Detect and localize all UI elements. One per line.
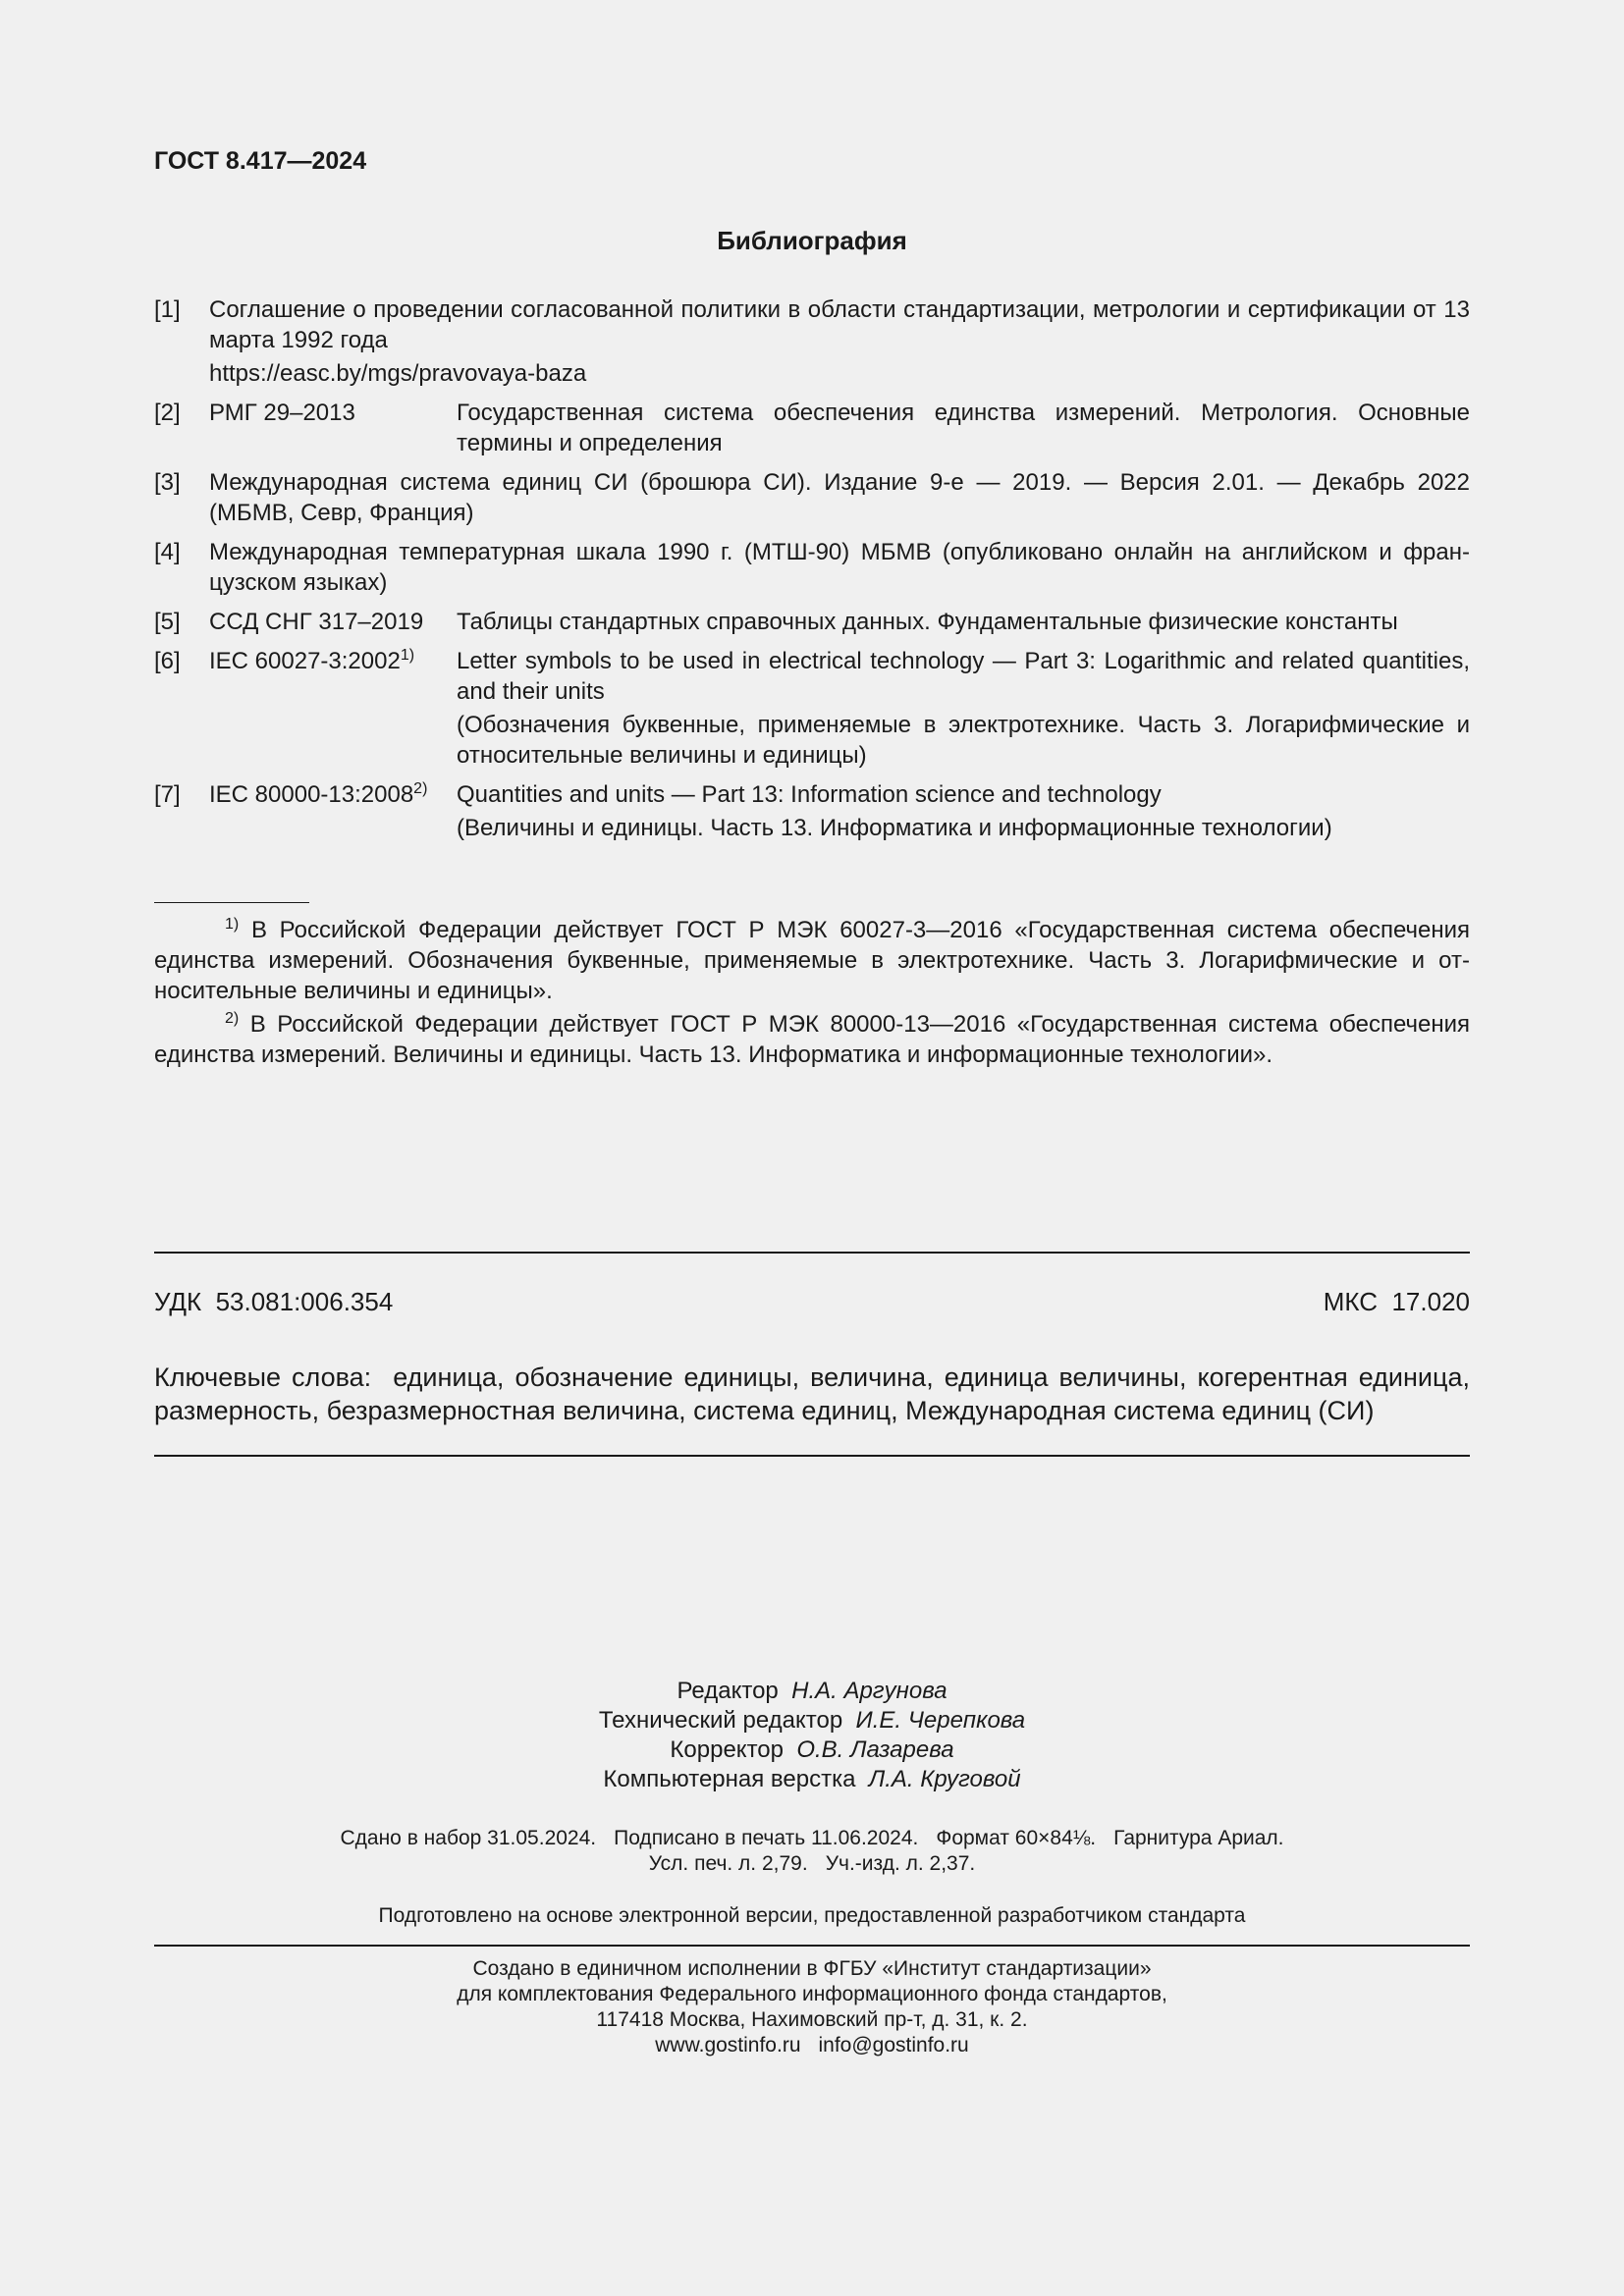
staff-line <box>0 1735 1624 1765</box>
bib-url-link[interactable]: https://easc.by/mgs/pravovaya-baza <box>209 360 587 387</box>
bib-code-text: IEC 80000-13:2008 <box>209 781 414 808</box>
bib-number: [5] <box>154 609 181 635</box>
staff-name: О.В. Лазарева <box>796 1736 954 1763</box>
staff-credits <box>0 1677 1624 1794</box>
bib-translation: (Обозначения буквенные, применяемые в электротехнике. Часть 3. Логарифмические и относительные величины и единицы) <box>457 712 1470 769</box>
bib-description: Letter symbols to be used in electrical technology — Part 3: Logarithmic and related quantities, and their units <box>457 648 1470 705</box>
bib-code: РМГ 29–2013 <box>209 400 355 426</box>
bib-entry <box>154 294 1470 389</box>
print-sheets: Усл. печ. л. 2,79. <box>648 1852 808 1875</box>
imprint-contacts <box>0 2033 1624 2058</box>
divider-top <box>154 1252 1470 1254</box>
footnote-mark: 2) <box>225 1010 240 1027</box>
bib-code <box>209 646 457 771</box>
mks-value: 17.020 <box>1391 1287 1470 1316</box>
bib-number: [7] <box>154 781 181 808</box>
staff-role: Компьютерная верстка <box>603 1766 856 1792</box>
staff-role: Технический редактор <box>598 1707 843 1734</box>
keywords <box>154 1361 1470 1427</box>
mks-label: МКС <box>1323 1287 1379 1316</box>
staff-role: Редактор <box>677 1678 779 1704</box>
imprint-address: 117418 Москва, Нахимовский пр-т, д. 31, к. 2. <box>596 2008 1028 2031</box>
bib-code-text: IEC 60027-3:2002 <box>209 648 401 674</box>
bib-description: Государственная система обеспечения единства измерений. Метрология. Основные термины и определения <box>457 400 1470 456</box>
bib-entry <box>154 646 1470 771</box>
keywords-label: Ключевые слова: <box>154 1362 372 1392</box>
bibliography-title: Библиография <box>717 226 907 255</box>
bib-number: [2] <box>154 400 181 426</box>
typeface: Гарнитура Ариал. <box>1113 1827 1284 1849</box>
footnote <box>154 1009 1470 1070</box>
bib-code <box>209 779 457 843</box>
print-line-1 <box>0 1826 1624 1851</box>
prepared-note: Подготовлено на основе электронной версии, предоставленной разработчиком стандарта <box>378 1904 1246 1927</box>
bib-entry <box>154 398 1470 458</box>
bib-code: ССД СНГ 317–2019 <box>209 609 424 635</box>
footnote <box>154 915 1470 1006</box>
imprint-line: Создано в единичном исполнении в ФГБУ «Институт стандартизации» <box>472 1957 1152 1980</box>
website-link[interactable]: www.gostinfo.ru <box>655 2034 801 2056</box>
footnote-ref[interactable]: 1) <box>400 647 415 664</box>
bib-translation: (Величины и единицы. Часть 13. Информатика и информационные технологии) <box>457 815 1332 841</box>
bib-text: Международная система единиц СИ (брошюра СИ). Издание 9-е — 2019. — Версия 2.01. — Декабрь 2022 (МБМВ, Севр, Франция) <box>209 469 1470 526</box>
divider-imprint <box>154 1945 1470 1947</box>
staff-name: И.Е. Черепкова <box>855 1707 1026 1734</box>
divider-bottom <box>154 1455 1470 1457</box>
signed-date: Подписано в печать 11.06.2024. <box>614 1827 919 1849</box>
publisher-sheets: Уч.-изд. л. 2,37. <box>825 1852 976 1875</box>
bib-entry <box>154 537 1470 598</box>
bib-number: [3] <box>154 469 181 496</box>
imprint <box>0 1956 1624 2058</box>
footnote-ref[interactable]: 2) <box>413 780 428 797</box>
bib-number: [4] <box>154 539 181 565</box>
email-link[interactable]: info@gostinfo.ru <box>818 2034 969 2056</box>
bib-entry <box>154 607 1470 637</box>
bib-entry <box>154 779 1470 843</box>
print-info <box>0 1826 1624 1877</box>
staff-name: Н.А. Аргунова <box>791 1678 947 1704</box>
submitted-date: Сдано в набор 31.05.2024. <box>340 1827 597 1849</box>
bibliography-list <box>154 294 1470 852</box>
imprint-line: для комплектования Федерального информационного фонда стандартов, <box>457 1983 1167 2005</box>
footnote-text: В Российской Федерации действует ГОСТ Р МЭК 60027-3—2016 «Государственная система обеспечения единства измерений. Обозначения буквенные, применяемые в электротехнике. Часть 3. Логарифмические и относительные величины и единицы». <box>154 917 1471 1004</box>
staff-role: Корректор <box>670 1736 784 1763</box>
staff-name: Л.А. Круговой <box>868 1766 1021 1792</box>
bib-description: Quantities and units — Part 13: Information science and technology <box>457 781 1162 808</box>
footnote-mark: 1) <box>225 916 240 933</box>
bib-text: Международная температурная шкала 1990 г. (МТШ-90) МБМВ (опубликовано онлайн на английском и французском языках) <box>209 539 1470 596</box>
bib-text: Соглашение о проведении согласованной политики в области стандартизации, метрологии и сертификации от 13 марта 1992 года <box>209 296 1470 353</box>
document-code: ГОСТ 8.417—2024 <box>154 147 367 175</box>
footnote-divider <box>154 902 309 903</box>
bib-entry <box>154 467 1470 528</box>
staff-line <box>0 1765 1624 1794</box>
footnote-text: В Российской Федерации действует ГОСТ Р МЭК 80000-13—2016 «Государственная система обеспечения единства измерений. Величины и единицы. Часть 13. Информатика и информационные технологии». <box>154 1011 1470 1068</box>
print-line-2 <box>0 1851 1624 1877</box>
mks-code <box>1324 1287 1470 1317</box>
udk-label: УДК <box>154 1287 202 1316</box>
staff-line <box>0 1677 1624 1706</box>
keywords-text: единица, обозначение единицы, величина, единица величины, когерентная единица, размерность, безразмерностная величина, система единиц, Международная система единиц (СИ) <box>154 1362 1470 1425</box>
udk-code <box>154 1287 393 1317</box>
bib-number: [6] <box>154 648 181 674</box>
print-format: Формат 60×84⅛. <box>936 1827 1097 1849</box>
bib-number: [1] <box>154 296 181 323</box>
bib-description: Таблицы стандартных справочных данных. Фундаментальные физические константы <box>457 609 1398 635</box>
staff-line <box>0 1706 1624 1735</box>
udk-value: 53.081:006.354 <box>215 1287 394 1316</box>
footnotes <box>154 915 1470 1073</box>
